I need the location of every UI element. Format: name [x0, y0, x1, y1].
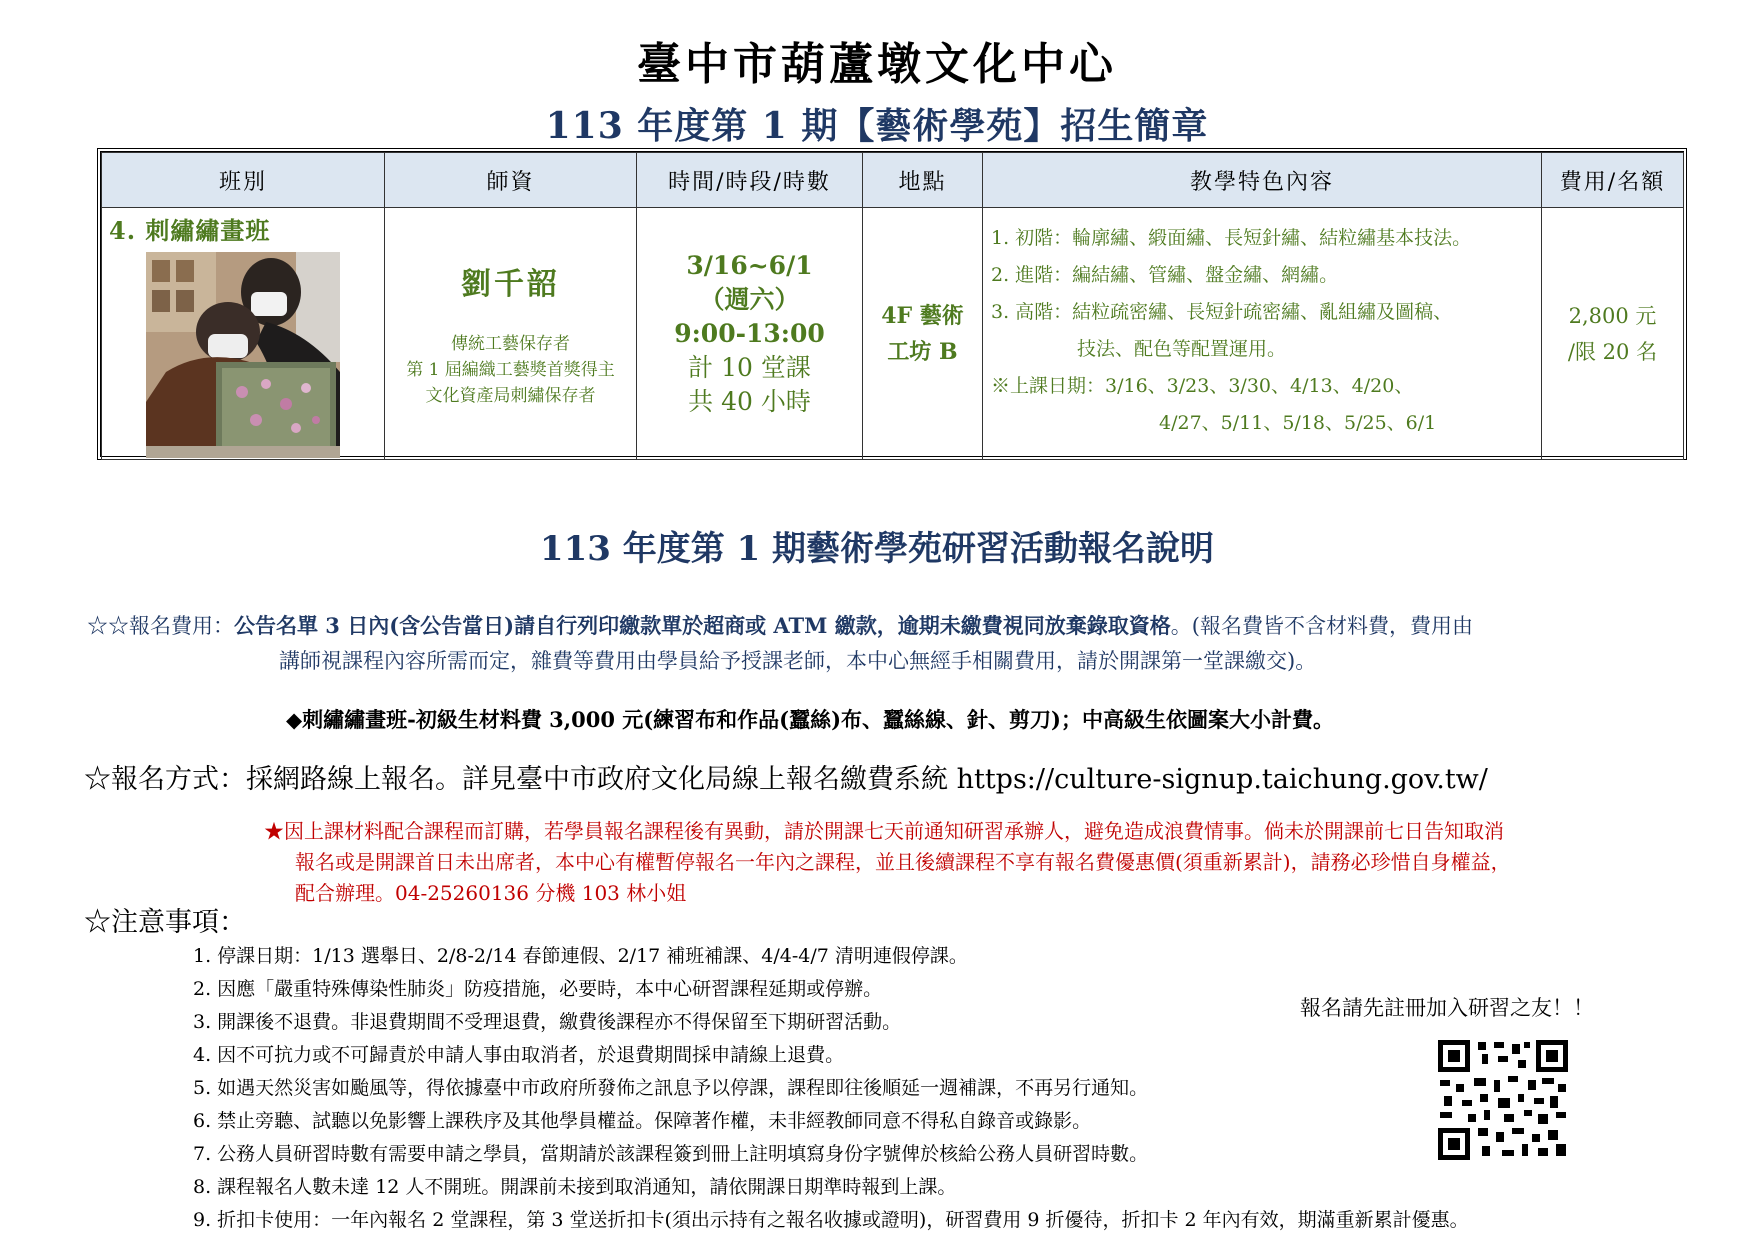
- registration-method: ☆報名方式：採網路線上報名。詳見臺中市政府文化局線上報名繳費系統 https://culture-signup.taichung.gov.tw/: [84, 764, 1488, 795]
- section-title: 113 年度第 1 期藝術學苑研習活動報名說明: [539, 529, 1215, 569]
- class-name: 4. 刺繡繡畫班: [109, 216, 271, 245]
- note-item: 5. 如遇天然災害如颱風等，得依據臺中市政府所發佈之訊息予以停課，課程即往後順延一週補課，不再另行通知。: [193, 1077, 1149, 1099]
- column-header-time: 時間/時段/時數: [637, 153, 863, 208]
- fee-amount: 2,800 元: [1568, 303, 1657, 328]
- course-dates: 3/16~6/1: [686, 250, 813, 280]
- warning-line: 報名或是開課首日未出席者，本中心有權暫停報名一年內之課程，並且後續課程不享有報名費優惠價(須重新累計)，請務必珍惜自身權益，: [295, 850, 1511, 874]
- embroidery-photo: [146, 252, 340, 458]
- fee-cell: [1542, 208, 1684, 460]
- registration-fee-note: 。(報名費皆不含材料費，費用由: [1170, 614, 1473, 638]
- content-line: 3. 高階：結粒疏密繡、長短針疏密繡、亂組繡及圖稿、: [991, 301, 1453, 323]
- content-line: 4/27、5/11、5/18、5/25、6/1: [1159, 412, 1437, 434]
- course-total-hours: 共 40 小時: [688, 386, 811, 416]
- note-item: 6. 禁止旁聽、試聽以免影響上課秩序及其他學員權益。保障著作權，未非經教師同意不得私自錄音或錄影。: [193, 1110, 1092, 1132]
- teacher-name: 劉千韶: [461, 266, 560, 302]
- warning-line: [264, 815, 1504, 844]
- course-table: [97, 148, 1687, 460]
- course-weekday: （週六）: [699, 284, 800, 314]
- teacher-title: 第 1 屆編織工藝獎首獎得主: [406, 359, 615, 380]
- note-item: 1. 停課日期：1/13 選舉日、2/8-2/14 春節連假、2/17 補班補課、4/4-4/7 清明連假停課。: [193, 945, 968, 967]
- table-row: [102, 208, 1684, 460]
- location-line: 工坊 B: [887, 338, 958, 365]
- content-cell: [983, 208, 1542, 460]
- registration-fee-deadline: 公告名單 3 日內(含公告當日)請自行列印繳款單於超商或 ATM 繳款，逾期未繳費視同放棄錄取資格: [234, 613, 1171, 638]
- column-header-fee: 費用/名額: [1542, 153, 1684, 208]
- material-fee-note: ◆刺繡繡畫班-初級生材料費 3,000 元(練習布和作品(蠶絲)布、蠶絲線、針、剪刀)；中高級生依圖案大小計費。: [286, 707, 1334, 732]
- warning-line: 配合辦理。04-25260136 分機 103 林小姐: [295, 881, 687, 905]
- location-line: 4F 藝術: [881, 302, 964, 329]
- note-item: 2. 因應「嚴重特殊傳染性肺炎」防疫措施，必要時，本中心研習課程延期或停辦。: [193, 978, 883, 1000]
- note-item: 7. 公務人員研習時數有需要申請之學員，當期請於該課程簽到冊上註明填寫身份字號俾於核給公務人員研習時數。: [193, 1143, 1149, 1165]
- location-cell: [863, 208, 983, 460]
- course-sessions: 計 10 堂課: [688, 352, 811, 382]
- qr-code-icon[interactable]: [1438, 1040, 1568, 1160]
- class-cell: [102, 208, 385, 460]
- teacher-title: 文化資產局刺繡保存者: [425, 385, 596, 406]
- column-header-teacher: 師資: [385, 153, 637, 208]
- organization-title: 臺中市葫蘆墩文化中心: [637, 39, 1117, 90]
- note-item: 9. 折扣卡使用：一年內報名 2 堂課程，第 3 堂送折扣卡(須出示持有之報名收據或證明)，研習費用 9 折優待，折扣卡 2 年內有效，期滿重新累計優惠。: [193, 1209, 1469, 1231]
- content-line: 1. 初階：輪廓繡、緞面繡、長短針繡、結粒繡基本技法。: [991, 227, 1472, 249]
- table-header-row: [102, 153, 1684, 208]
- registration-fee-line: [87, 610, 1473, 640]
- notes-title: ☆注意事項：: [84, 907, 246, 938]
- column-header-content: 教學特色內容: [983, 153, 1542, 208]
- content-line: ※上課日期：3/16、3/23、3/30、4/13、4/20、: [991, 375, 1414, 397]
- note-item: 3. 開課後不退費。非退費期間不受理退費，繳費後課程亦不得保留至下期研習活動。: [193, 1011, 902, 1033]
- qr-caption: 報名請先註冊加入研習之友！！: [1300, 996, 1594, 1020]
- content-line: 2. 進階：編結繡、管繡、盤金繡、網繡。: [991, 264, 1339, 286]
- column-header-class: 班別: [102, 153, 385, 208]
- column-header-location: 地點: [863, 153, 983, 208]
- note-item: 4. 因不可抗力或不可歸責於申請人事由取消者，於退費期間採申請線上退費。: [193, 1044, 845, 1066]
- registration-fee-label: ☆☆報名費用：: [87, 614, 234, 638]
- content-line: 技法、配色等配置運用。: [1077, 338, 1287, 360]
- brochure-title: 113 年度第 1 期【藝術學苑】招生簡章: [545, 105, 1209, 147]
- warning-star-icon: ★: [264, 819, 284, 843]
- registration-fee-note-line: 講師視課程內容所需而定，雜費等費用由學員給予授課老師，本中心無經手相關費用，請於開課第一堂課繳交)。: [279, 649, 1317, 673]
- teacher-title: 傳統工藝保存者: [451, 333, 570, 354]
- time-cell: [637, 208, 863, 460]
- course-hours: 9:00-13:00: [674, 318, 825, 348]
- warning-text: 因上課材料配合課程而訂購，若學員報名課程後有異動，請於開課七天前通知研習承辦人，避免造成浪費情事。倘未於開課前七日告知取消: [284, 819, 1504, 843]
- teacher-cell: [385, 208, 637, 460]
- fee-quota: /限 20 名: [1567, 339, 1658, 364]
- note-item: 8. 課程報名人數未達 12 人不開班。開課前未接到取消通知，請依開課日期準時報到上課。: [193, 1176, 957, 1198]
